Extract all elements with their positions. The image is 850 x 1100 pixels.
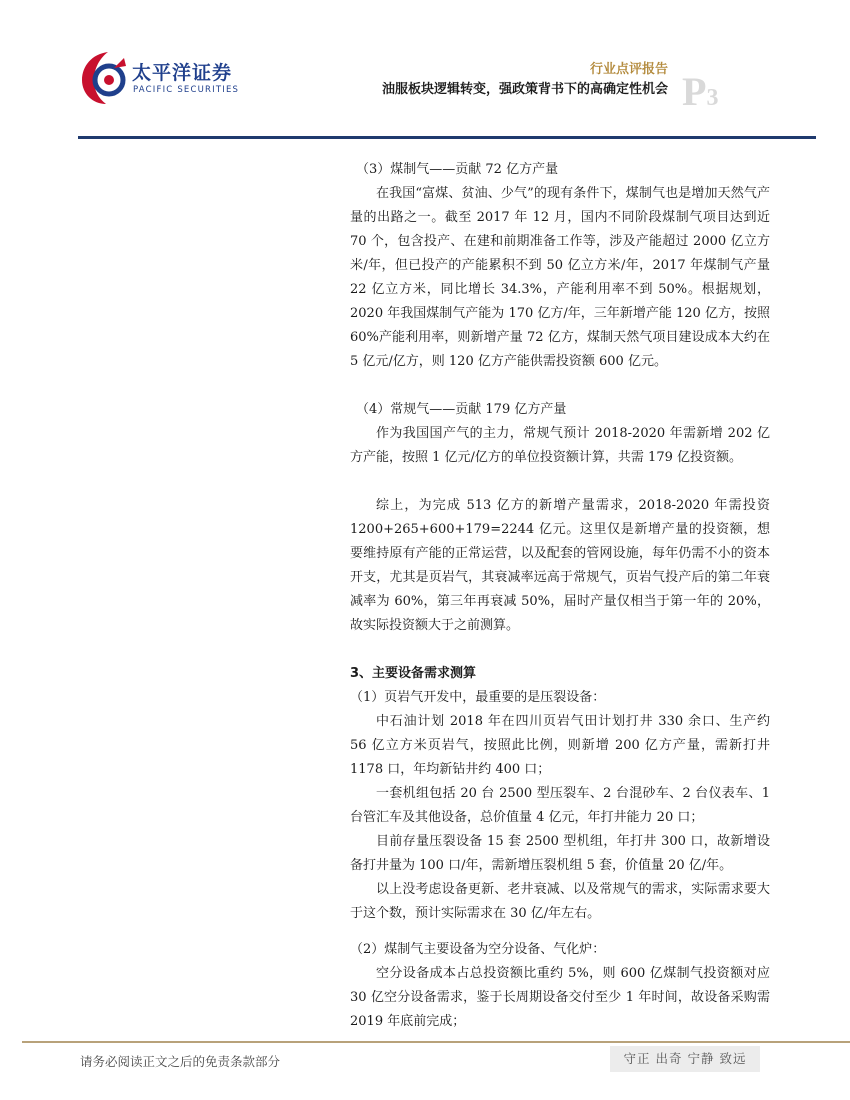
section-3-title: 3、主要设备需求测算 — [350, 666, 477, 681]
conventional-gas-heading: （4）常规气——贡献 179 亿方产量 — [356, 402, 567, 417]
page-digit: 3 — [706, 85, 719, 111]
pacific-securities-logo-icon — [78, 48, 130, 108]
summary-paragraph: 综上，为完成 513 亿方的新增产量需求，2018-2020 年需投资 1200+265+600+179=2244 亿元。这里仅是新增产量的投资额，想要维持原有产能的正常运营，以及配套的管网设施，每年仍需不小的资本开支，尤其是页岩气，其衰减率远高于常规气，页岩气投产后的第二年衰减率为 60%，第三年再衰减 50%，届时产量仅相当于第一年的 20%，故实际投资额大于之前测算。 — [350, 498, 770, 633]
company-logo — [78, 48, 250, 108]
report-type: 行业点评报告 — [589, 62, 668, 77]
report-title: 油服板块逻辑转变，强政策背书下的高确定性机会 — [381, 82, 668, 97]
footer-motto: 守正 出奇 宁静 致远 — [610, 1046, 760, 1072]
conventional-gas-paragraph: 作为我国国产气的主力，常规气预计 2018-2020 年需新增 202 亿方产能，按照 1 亿元/亿方的单位投资额计算，共需 179 亿投资额。 — [350, 426, 770, 465]
footer-disclaimer: 请务必阅读正文之后的免责条款部分 — [80, 1054, 281, 1069]
shale-paragraph-3: 目前存量压裂设备 15 套 2500 型机组，年打井 300 口，故新增设备打井量为 100 口/年，需新增压裂机组 5 套，价值量 20 亿/年。 — [350, 834, 770, 873]
coal-gas-heading: （3）煤制气——贡献 72 亿方产量 — [356, 162, 559, 177]
shale-paragraph-2: 一套机组包括 20 台 2500 型压裂车、2 台混砂车、2 台仪表车、1 台管汇车及其他设备，总价值量 4 亿元，年打井能力 20 口； — [350, 786, 770, 825]
logo-english-name: PACIFIC SECURITIES — [133, 85, 240, 95]
coal-gas-paragraph: 在我国“富煤、贫油、少气”的现有条件下，煤制气也是增加天然气产量的出路之一。截至 2017 年 12 月，国内不同阶段煤制气项目达到近 70 个，包含投产、在建和前期准备工作等，涉及产能超过 2000 亿立方米/年，但已投产的产能累积不到 50 亿立方米/年，2017 年煤制气产量 22 亿立方米，同比增长 34.3%，产能利用率不到 50%。根据规划，2020 年我国煤制气产能为 170 亿方/年，三年新增产能 120 亿方，按照 60%产能利用率，则新增产量 72 亿方，煤制天然气项目建设成本大约在 5 亿元/亿方，则 120 亿方产能供需投资额 600 亿元。 — [350, 186, 770, 369]
coal-equipment-paragraph: 空分设备成本占总投资额比重约 5%，则 600 亿煤制气投资额对应 30 亿空分设备需求，鉴于长周期设备交付至少 1 年时间，故设备采购需 2019 年底前完成； — [350, 966, 770, 1029]
main-content — [350, 158, 770, 1034]
logo-chinese-name: 太平洋证券 — [132, 62, 233, 84]
coal-equipment-heading: （2）煤制气主要设备为空分设备、气化炉： — [350, 942, 606, 957]
shale-equipment-heading: （1）页岩气开发中，最重要的是压裂设备： — [350, 690, 606, 705]
footer-divider — [22, 1041, 850, 1043]
shale-paragraph-1: 中石油计划 2018 年在四川页岩气田计划打井 330 余口、生产约 56 亿立方米页岩气，按照此比例，则新增 200 亿方产量，需新打井 1178 口，年均新钻井约 400 口； — [350, 714, 770, 777]
page-number — [682, 69, 719, 114]
page-letter: P — [682, 69, 707, 114]
header-divider — [78, 136, 816, 139]
shale-paragraph-4: 以上没考虑设备更新、老井衰减、以及常规气的需求，实际需求要大于这个数，预计实际需求在 30 亿/年左右。 — [350, 882, 770, 921]
